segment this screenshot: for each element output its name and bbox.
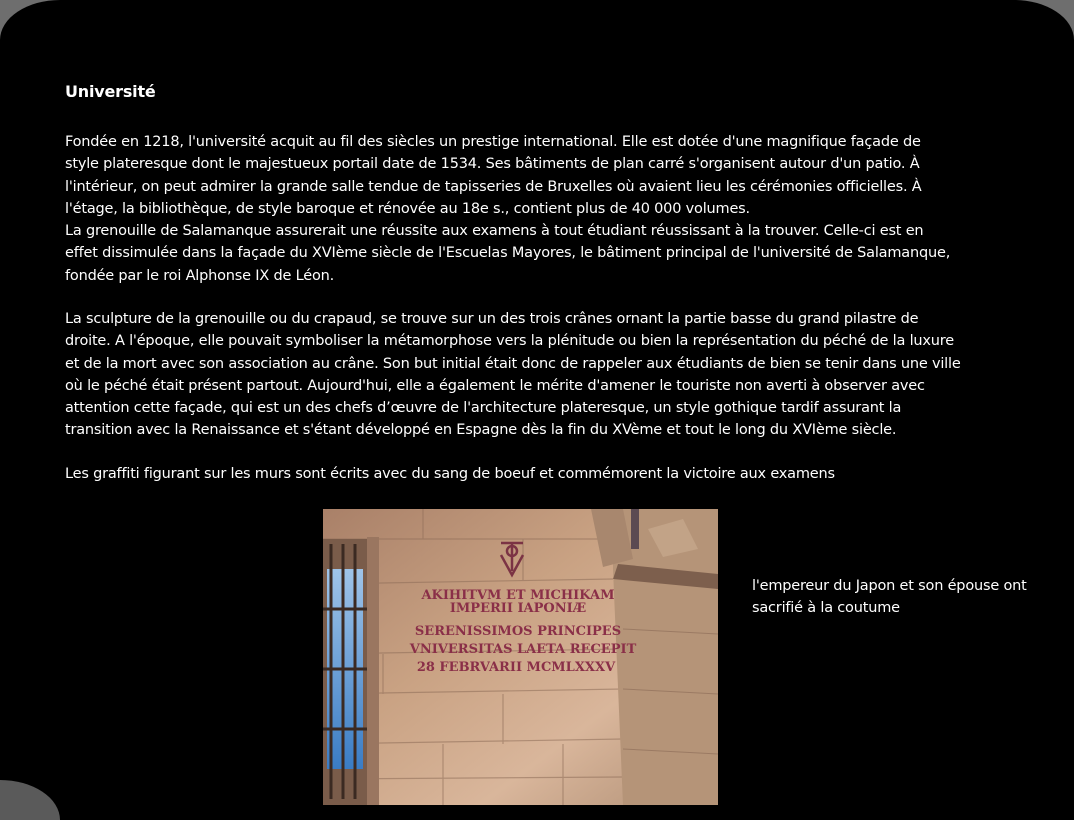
paragraph-graffiti: Les graffiti figurant sur les murs sont écrits avec du sang de boeuf et commémorent la victoire aux examens [65, 466, 835, 482]
text-line: effet dissimulée dans la façade du XVIème siècle de l'Escuelas Mayores, le bâtiment principal de l'université de Salamanque, [65, 245, 951, 262]
slide-corner [0, 780, 60, 820]
text-line: transition avec la Renaissance et s'étant développé en Espagne dès la fin du XVème et tout le long du XVIème siècle. [65, 422, 897, 439]
text-line: La sculpture de la grenouille ou du crapaud, se trouve sur un des trois crânes ornant la partie basse du grand pilastre de [65, 311, 919, 327]
svg-text:SERENISSIMOS PRINCIPES: SERENISSIMOS PRINCIPES [414, 624, 622, 639]
page-title: Université [65, 82, 156, 101]
text-line: Fondée en 1218, l'université acquit au fil des siècles un prestige international. Elle est dotée d'une magnifique façade de [65, 134, 921, 150]
svg-text:AKIHITVM ET MICHIKAM: AKIHITVM ET MICHIKAM [421, 588, 615, 603]
text-line: style plateresque dont le majestueux portail date de 1534. Ses bâtiments de plan carré s'organisent autour d'un patio. À [65, 156, 920, 173]
text-line: droite. A l'époque, elle pouvait symboliser la métamorphose vers la plénitude ou bien la représentation du péché de la luxure [65, 333, 954, 350]
text-line: fondée par le roi Alphonse IX de Léon. [65, 267, 335, 284]
text-line: où le péché était présent partout. Aujourd'hui, elle a également le mérite d'amener le touriste non averti à observer avec [65, 377, 925, 394]
stone-wall-image [323, 509, 718, 805]
text-line: La grenouille de Salamanque assurerait une réussite aux examens à tout étudiant réussissant à la trouver. Celle-ci est en [65, 223, 924, 240]
svg-text:VNIVERSITAS LAETA RECEPIT: VNIVERSITAS LAETA RECEPIT [409, 642, 637, 657]
inscription-text [409, 588, 637, 675]
svg-text:IMPERII IAPONIÆ: IMPERII IAPONIÆ [449, 601, 587, 616]
text-line: attention cette façade, qui est un des chefs d’œuvre de l'architecture plateresque, un style gothique tardif assurant la [65, 400, 902, 417]
caption-line: l'empereur du Japon et son épouse ont [752, 578, 1027, 594]
paragraph-frog [65, 308, 995, 442]
text-line: l'étage, la bibliothèque, de style baroque et rénovée au 18e s., contient plus de 40 000 volumes. [65, 200, 750, 217]
photo-caption [752, 575, 1052, 620]
inscription-photo [323, 509, 718, 805]
paragraph-history [65, 131, 995, 287]
text-line: l'intérieur, on peut admirer la grande salle tendue de tapisseries de Bruxelles où avaient lieu les cérémonies officielles. À [65, 178, 922, 195]
svg-text:28 FEBRVARII MCMLXXXV: 28 FEBRVARII MCMLXXXV [416, 660, 616, 675]
caption-line: sacrifié à la coutume [752, 600, 900, 617]
text-line: et de la mort avec son association au crâne. Son but initial était donc de rappeler aux étudiants de bien se tenir dans une ville [65, 355, 961, 372]
